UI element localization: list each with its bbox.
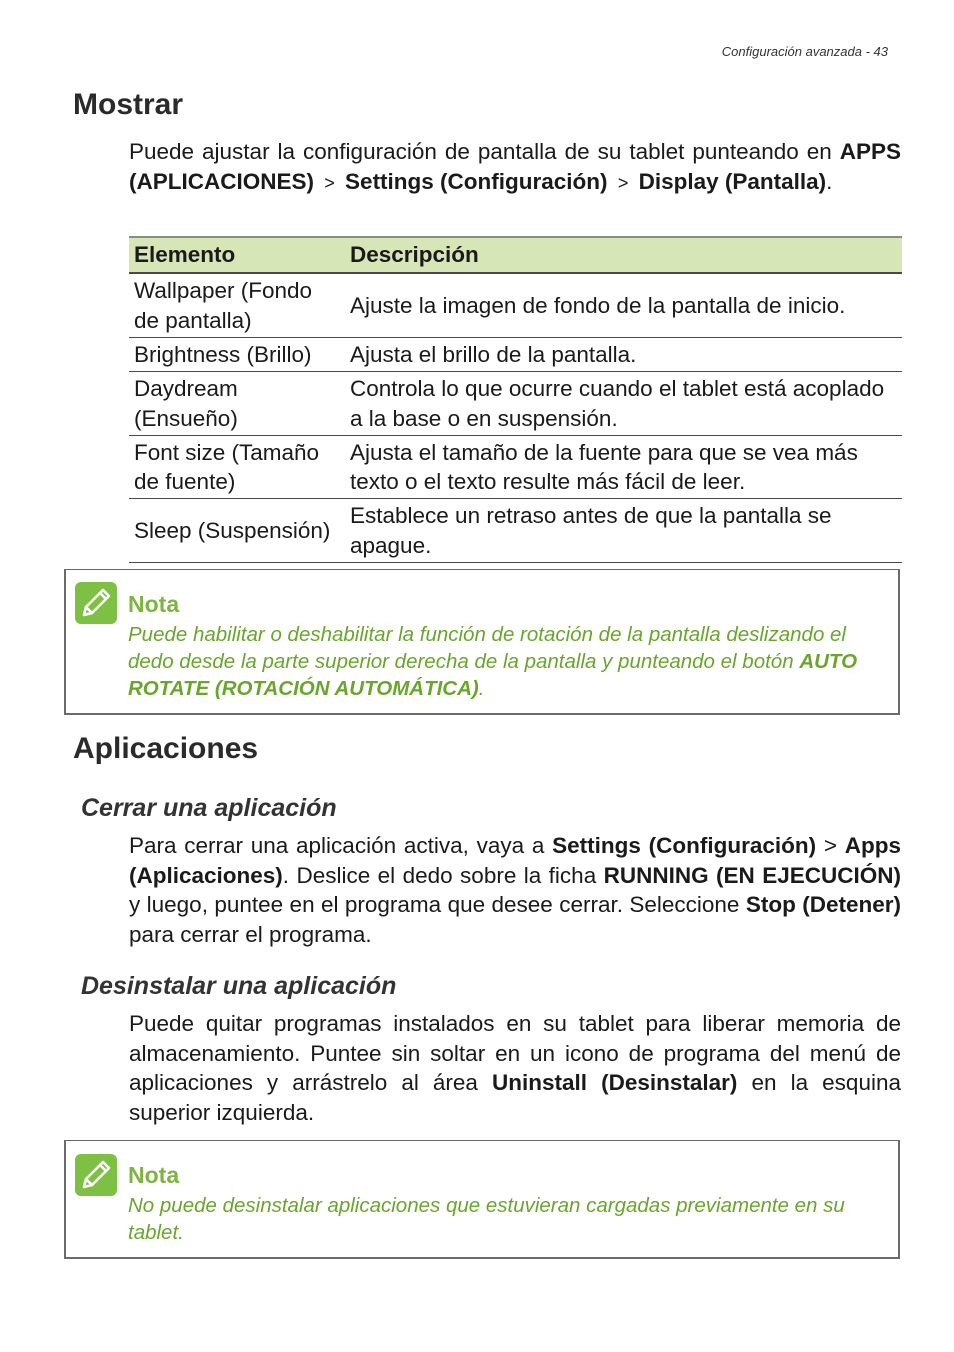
note-title: Nota [128,1162,180,1188]
page-running-title: Configuración avanzada - 43 [721,44,888,59]
table-header-row [129,237,902,273]
pencil-icon [75,582,117,624]
note-title: Nota [128,591,180,617]
table-cell-description: Controla lo que ocurre cuando el tablet está acoplado a la base o en suspensión. [345,372,902,436]
note-box-rotation [64,569,900,715]
table-row [129,499,902,563]
note-text: No puede desinstalar aplicaciones que estuvieran cargadas previamente en su tablet. [128,1194,845,1244]
path-display: Display (Pantalla) [638,168,827,194]
path-apps: APPS (APLICACIONES) [129,139,901,194]
table-cell-description: Ajusta el brillo de la pantalla. [345,338,902,372]
pencil-icon [75,1154,117,1196]
column-header-descripcion: Descripción [345,237,902,273]
desinstalar-paragraph: Puede quitar programas instalados en su tablet para liberar memoria de almacenamiento. Puntee sin soltar en un icono de programa del menú de aplicaciones y arrástrelo al área Uninstall (Desinstalar) en la esquina superior izquierda. [129,1011,901,1125]
cerrar-paragraph: Para cerrar una aplicación activa, vaya a Settings (Configuración) > Apps (Aplicaciones). Deslice el dedo sobre la ficha RUNNING (EN EJECUCIÓN) y luego, puntee en el programa que desee cerrar. Seleccione Stop (Detener) para cerrar el programa. [129,833,901,947]
section-title-aplicaciones: Aplicaciones [73,732,259,765]
table-cell-item: Sleep (Suspensión) [129,499,345,563]
table-cell-item: Daydream (Ensueño) [129,372,345,436]
note-text: Puede habilitar o deshabilitar la función de rotación de la pantalla deslizando el dedo desde la parte superior derecha de la pantalla y punteando el botón AUTO ROTATE (ROTACIÓN AUTOMÁTICA). [128,623,858,700]
table-row [129,338,902,372]
note-bold-auto-rotate: AUTO ROTATE (ROTACIÓN AUTOMÁTICA) [128,650,858,700]
table-row [129,273,902,338]
table-row [129,436,902,499]
note-box-uninstall [64,1140,900,1259]
table-cell-description: Ajusta el tamaño de la fuente para que se vea más texto o el texto resulte más fácil de leer. [345,436,902,499]
mostrar-intro-paragraph: Puede ajustar la configuración de pantalla de su tablet punteando en APPS (APLICACIONES) > Settings (Configuración) > Display (Pantalla). [129,139,901,194]
display-settings-table [129,236,902,563]
table-cell-item: Font size (Tamaño de fuente) [129,436,345,499]
subsection-title-desinstalar: Desinstalar una aplicación [81,972,397,1000]
path-settings: Settings (Configuración) [345,168,608,194]
column-header-elemento: Elemento [129,237,345,273]
subsection-title-cerrar: Cerrar una aplicación [81,794,337,822]
table-cell-description: Establece un retraso antes de que la pantalla se apague. [345,499,902,563]
table-cell-item: Wallpaper (Fondo de pantalla) [129,273,345,338]
section-title-mostrar: Mostrar [73,88,184,121]
table-cell-description: Ajuste la imagen de fondo de la pantalla de inicio. [345,273,902,338]
table-row [129,372,902,436]
table-cell-item: Brightness (Brillo) [129,338,345,372]
